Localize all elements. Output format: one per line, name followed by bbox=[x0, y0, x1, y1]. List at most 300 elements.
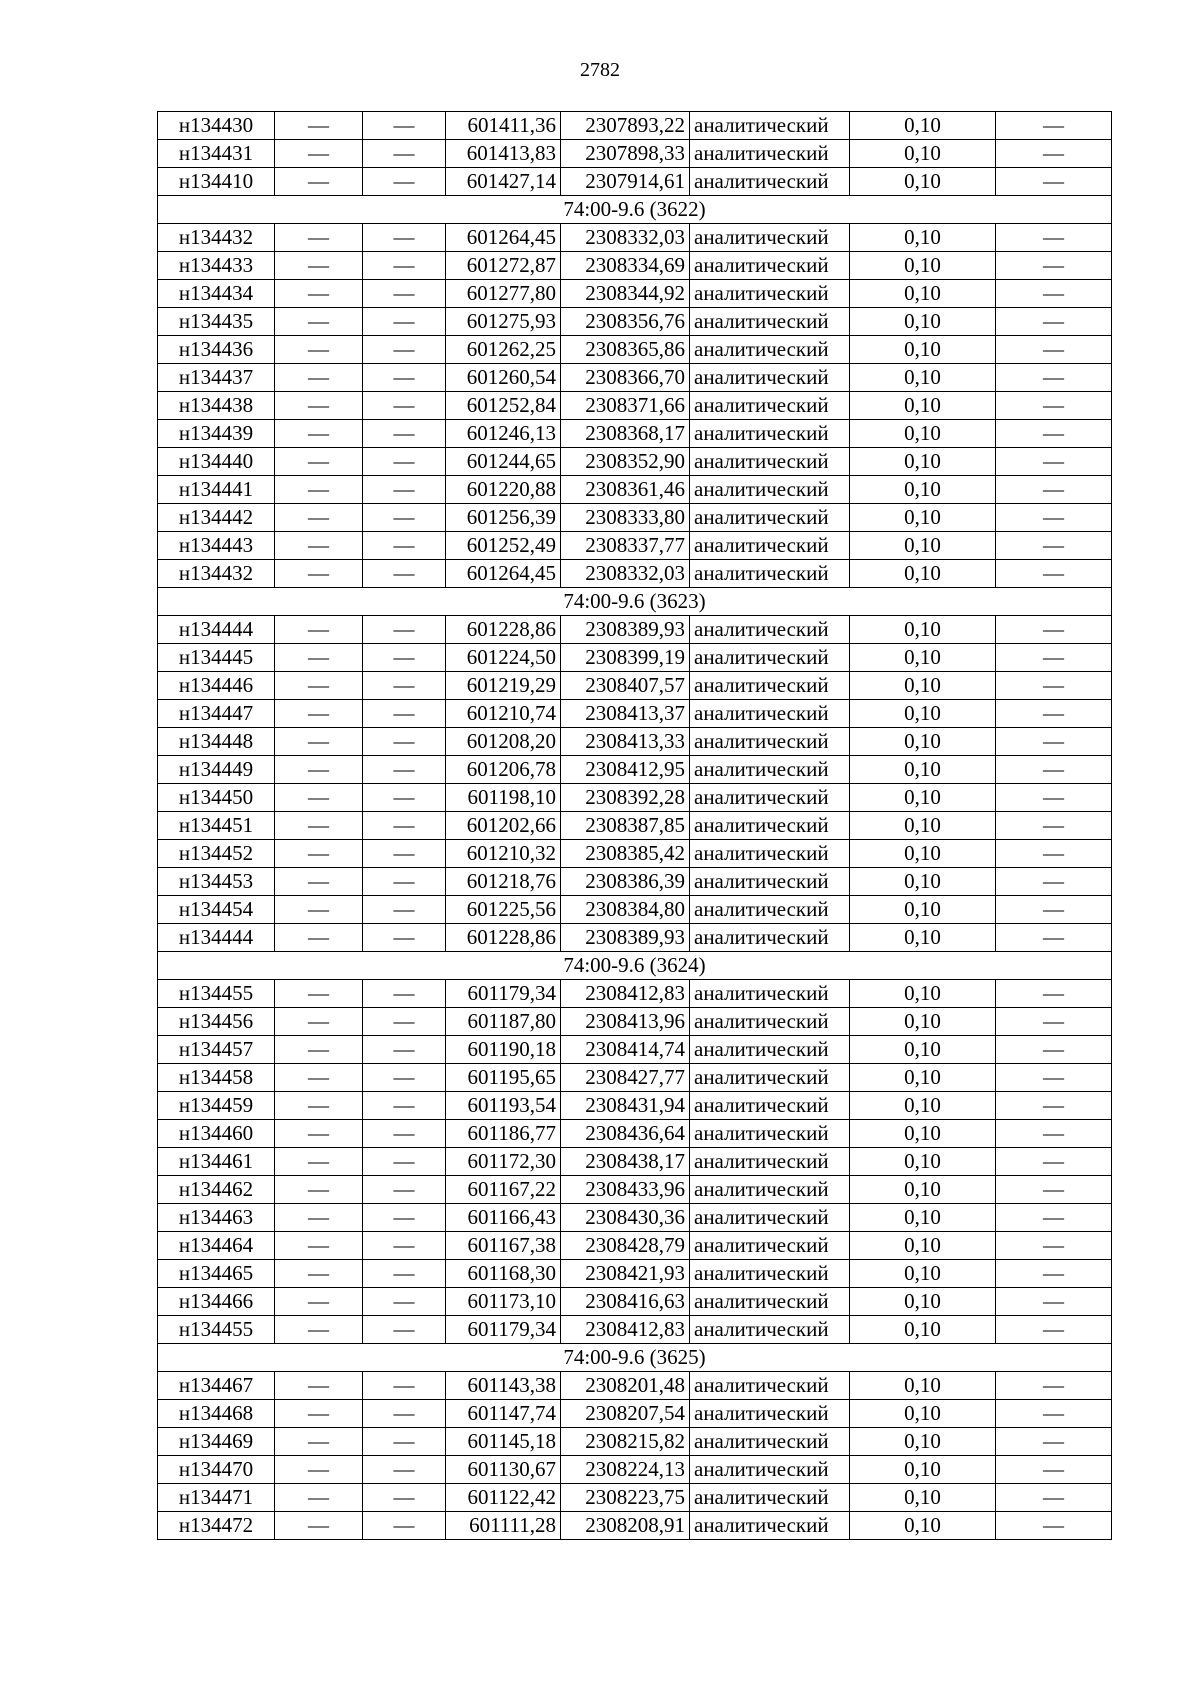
table-row bbox=[158, 448, 1112, 476]
cell-dash: — bbox=[275, 1120, 363, 1148]
table-row bbox=[158, 868, 1112, 896]
cell-accuracy: 0,10 bbox=[850, 140, 996, 168]
table-row bbox=[158, 1176, 1112, 1204]
cell-dash: — bbox=[996, 140, 1112, 168]
cell-dash: — bbox=[363, 1092, 446, 1120]
cell-accuracy: 0,10 bbox=[850, 896, 996, 924]
table-row bbox=[158, 1008, 1112, 1036]
cell-y-coordinate: 2308416,63 bbox=[561, 1288, 690, 1316]
cell-y-coordinate: 2308356,76 bbox=[561, 308, 690, 336]
table-row bbox=[158, 1204, 1112, 1232]
cell-dash: — bbox=[275, 812, 363, 840]
cell-method: аналитический bbox=[690, 1400, 850, 1428]
cell-dash: — bbox=[363, 896, 446, 924]
cell-accuracy: 0,10 bbox=[850, 924, 996, 952]
section-label: 74:00-9.6 (3625) bbox=[158, 1344, 1112, 1372]
cell-y-coordinate: 2308389,93 bbox=[561, 924, 690, 952]
cell-y-coordinate: 2308352,90 bbox=[561, 448, 690, 476]
section-header-row bbox=[158, 588, 1112, 616]
cell-accuracy: 0,10 bbox=[850, 224, 996, 252]
cell-accuracy: 0,10 bbox=[850, 1148, 996, 1176]
cell-dash: — bbox=[363, 980, 446, 1008]
cell-method: аналитический bbox=[690, 1232, 850, 1260]
table-row bbox=[158, 1232, 1112, 1260]
cell-dash: — bbox=[996, 1428, 1112, 1456]
cell-y-coordinate: 2308207,54 bbox=[561, 1400, 690, 1428]
cell-accuracy: 0,10 bbox=[850, 560, 996, 588]
cell-accuracy: 0,10 bbox=[850, 868, 996, 896]
cell-x-coordinate: 601190,18 bbox=[446, 1036, 561, 1064]
cell-dash: — bbox=[275, 252, 363, 280]
cell-dash: — bbox=[996, 840, 1112, 868]
cell-accuracy: 0,10 bbox=[850, 420, 996, 448]
cell-method: аналитический bbox=[690, 1120, 850, 1148]
cell-dash: — bbox=[996, 504, 1112, 532]
cell-dash: — bbox=[996, 224, 1112, 252]
cell-dash: — bbox=[275, 980, 363, 1008]
table-row bbox=[158, 224, 1112, 252]
cell-point-id: н134445 bbox=[158, 644, 275, 672]
table-row bbox=[158, 532, 1112, 560]
cell-accuracy: 0,10 bbox=[850, 1036, 996, 1064]
cell-dash: — bbox=[363, 812, 446, 840]
cell-dash: — bbox=[996, 1120, 1112, 1148]
table-row bbox=[158, 756, 1112, 784]
cell-x-coordinate: 601186,77 bbox=[446, 1120, 561, 1148]
cell-accuracy: 0,10 bbox=[850, 364, 996, 392]
cell-method: аналитический bbox=[690, 532, 850, 560]
cell-point-id: н134470 bbox=[158, 1456, 275, 1484]
cell-accuracy: 0,10 bbox=[850, 1232, 996, 1260]
cell-x-coordinate: 601130,67 bbox=[446, 1456, 561, 1484]
cell-x-coordinate: 601167,22 bbox=[446, 1176, 561, 1204]
cell-y-coordinate: 2308371,66 bbox=[561, 392, 690, 420]
table-row bbox=[158, 112, 1112, 140]
cell-accuracy: 0,10 bbox=[850, 728, 996, 756]
cell-accuracy: 0,10 bbox=[850, 476, 996, 504]
cell-point-id: н134444 bbox=[158, 616, 275, 644]
cell-dash: — bbox=[363, 1120, 446, 1148]
cell-dash: — bbox=[996, 1316, 1112, 1344]
cell-dash: — bbox=[996, 1148, 1112, 1176]
cell-dash: — bbox=[996, 448, 1112, 476]
table-row bbox=[158, 560, 1112, 588]
cell-y-coordinate: 2308431,94 bbox=[561, 1092, 690, 1120]
table-row bbox=[158, 420, 1112, 448]
cell-accuracy: 0,10 bbox=[850, 756, 996, 784]
cell-point-id: н134432 bbox=[158, 224, 275, 252]
cell-method: аналитический bbox=[690, 868, 850, 896]
cell-accuracy: 0,10 bbox=[850, 1176, 996, 1204]
cell-y-coordinate: 2308421,93 bbox=[561, 1260, 690, 1288]
cell-accuracy: 0,10 bbox=[850, 504, 996, 532]
cell-point-id: н134437 bbox=[158, 364, 275, 392]
cell-x-coordinate: 601193,54 bbox=[446, 1092, 561, 1120]
cell-dash: — bbox=[275, 308, 363, 336]
cell-dash: — bbox=[996, 728, 1112, 756]
cell-accuracy: 0,10 bbox=[850, 392, 996, 420]
cell-dash: — bbox=[275, 1372, 363, 1400]
cell-y-coordinate: 2308344,92 bbox=[561, 280, 690, 308]
cell-accuracy: 0,10 bbox=[850, 1400, 996, 1428]
cell-accuracy: 0,10 bbox=[850, 1372, 996, 1400]
cell-x-coordinate: 601218,76 bbox=[446, 868, 561, 896]
cell-point-id: н134467 bbox=[158, 1372, 275, 1400]
cell-dash: — bbox=[996, 364, 1112, 392]
cell-point-id: н134462 bbox=[158, 1176, 275, 1204]
cell-dash: — bbox=[363, 1148, 446, 1176]
cell-method: аналитический bbox=[690, 924, 850, 952]
cell-dash: — bbox=[996, 1288, 1112, 1316]
cell-dash: — bbox=[275, 420, 363, 448]
cell-point-id: н134438 bbox=[158, 392, 275, 420]
section-label: 74:00-9.6 (3623) bbox=[158, 588, 1112, 616]
cell-dash: — bbox=[275, 448, 363, 476]
cell-y-coordinate: 2307893,22 bbox=[561, 112, 690, 140]
cell-dash: — bbox=[275, 224, 363, 252]
cell-method: аналитический bbox=[690, 700, 850, 728]
cell-method: аналитический bbox=[690, 1456, 850, 1484]
cell-dash: — bbox=[996, 1260, 1112, 1288]
cell-dash: — bbox=[996, 672, 1112, 700]
cell-x-coordinate: 601210,74 bbox=[446, 700, 561, 728]
cell-point-id: н134446 bbox=[158, 672, 275, 700]
cell-point-id: н134447 bbox=[158, 700, 275, 728]
cell-y-coordinate: 2308337,77 bbox=[561, 532, 690, 560]
cell-dash: — bbox=[996, 1008, 1112, 1036]
table-row bbox=[158, 700, 1112, 728]
cell-dash: — bbox=[275, 112, 363, 140]
cell-dash: — bbox=[363, 1008, 446, 1036]
cell-method: аналитический bbox=[690, 168, 850, 196]
cell-accuracy: 0,10 bbox=[850, 336, 996, 364]
cell-method: аналитический bbox=[690, 616, 850, 644]
cell-y-coordinate: 2308413,37 bbox=[561, 700, 690, 728]
cell-y-coordinate: 2308361,46 bbox=[561, 476, 690, 504]
cell-dash: — bbox=[363, 756, 446, 784]
cell-point-id: н134472 bbox=[158, 1512, 275, 1540]
cell-y-coordinate: 2308399,19 bbox=[561, 644, 690, 672]
cell-x-coordinate: 601220,88 bbox=[446, 476, 561, 504]
table-row bbox=[158, 392, 1112, 420]
cell-dash: — bbox=[275, 1064, 363, 1092]
cell-dash: — bbox=[275, 1092, 363, 1120]
cell-x-coordinate: 601111,28 bbox=[446, 1512, 561, 1540]
cell-dash: — bbox=[275, 1456, 363, 1484]
cell-x-coordinate: 601246,13 bbox=[446, 420, 561, 448]
cell-y-coordinate: 2308368,17 bbox=[561, 420, 690, 448]
cell-dash: — bbox=[275, 504, 363, 532]
cell-dash: — bbox=[363, 420, 446, 448]
cell-method: аналитический bbox=[690, 980, 850, 1008]
cell-accuracy: 0,10 bbox=[850, 672, 996, 700]
cell-method: аналитический bbox=[690, 840, 850, 868]
cell-dash: — bbox=[275, 560, 363, 588]
cell-point-id: н134431 bbox=[158, 140, 275, 168]
cell-dash: — bbox=[275, 1176, 363, 1204]
cell-y-coordinate: 2308430,36 bbox=[561, 1204, 690, 1232]
table-row bbox=[158, 980, 1112, 1008]
cell-x-coordinate: 601224,50 bbox=[446, 644, 561, 672]
cell-y-coordinate: 2308412,95 bbox=[561, 756, 690, 784]
section-label: 74:00-9.6 (3622) bbox=[158, 196, 1112, 224]
cell-method: аналитический bbox=[690, 784, 850, 812]
cell-x-coordinate: 601275,93 bbox=[446, 308, 561, 336]
cell-method: аналитический bbox=[690, 672, 850, 700]
table-row bbox=[158, 504, 1112, 532]
cell-dash: — bbox=[996, 868, 1112, 896]
coordinates-table-body bbox=[158, 112, 1112, 1540]
table-row bbox=[158, 1400, 1112, 1428]
cell-x-coordinate: 601167,38 bbox=[446, 1232, 561, 1260]
cell-y-coordinate: 2308438,17 bbox=[561, 1148, 690, 1176]
cell-y-coordinate: 2308223,75 bbox=[561, 1484, 690, 1512]
cell-y-coordinate: 2308412,83 bbox=[561, 1316, 690, 1344]
cell-dash: — bbox=[363, 504, 446, 532]
cell-accuracy: 0,10 bbox=[850, 1484, 996, 1512]
cell-accuracy: 0,10 bbox=[850, 1204, 996, 1232]
table-row bbox=[158, 1428, 1112, 1456]
cell-y-coordinate: 2308224,13 bbox=[561, 1456, 690, 1484]
cell-method: аналитический bbox=[690, 392, 850, 420]
page-number: 2782 bbox=[580, 59, 620, 81]
cell-method: аналитический bbox=[690, 1316, 850, 1344]
cell-accuracy: 0,10 bbox=[850, 448, 996, 476]
section-header-row bbox=[158, 1344, 1112, 1372]
cell-dash: — bbox=[363, 476, 446, 504]
cell-dash: — bbox=[996, 700, 1112, 728]
cell-dash: — bbox=[996, 476, 1112, 504]
cell-dash: — bbox=[996, 756, 1112, 784]
table-row bbox=[158, 672, 1112, 700]
cell-y-coordinate: 2308427,77 bbox=[561, 1064, 690, 1092]
table-row bbox=[158, 364, 1112, 392]
cell-x-coordinate: 601195,65 bbox=[446, 1064, 561, 1092]
cell-dash: — bbox=[275, 644, 363, 672]
cell-y-coordinate: 2308407,57 bbox=[561, 672, 690, 700]
cell-dash: — bbox=[363, 1176, 446, 1204]
cell-dash: — bbox=[363, 1456, 446, 1484]
cell-dash: — bbox=[996, 112, 1112, 140]
cell-dash: — bbox=[275, 1204, 363, 1232]
cell-dash: — bbox=[275, 1036, 363, 1064]
cell-method: аналитический bbox=[690, 140, 850, 168]
cell-accuracy: 0,10 bbox=[850, 980, 996, 1008]
cell-point-id: н134460 bbox=[158, 1120, 275, 1148]
cell-dash: — bbox=[996, 1036, 1112, 1064]
table-row bbox=[158, 1092, 1112, 1120]
cell-dash: — bbox=[996, 336, 1112, 364]
cell-x-coordinate: 601244,65 bbox=[446, 448, 561, 476]
cell-dash: — bbox=[996, 644, 1112, 672]
cell-method: аналитический bbox=[690, 728, 850, 756]
cell-dash: — bbox=[275, 1512, 363, 1540]
cell-y-coordinate: 2308366,70 bbox=[561, 364, 690, 392]
coordinates-table bbox=[157, 111, 1112, 1540]
table-row bbox=[158, 1260, 1112, 1288]
cell-dash: — bbox=[363, 364, 446, 392]
cell-dash: — bbox=[363, 1036, 446, 1064]
cell-dash: — bbox=[996, 812, 1112, 840]
cell-dash: — bbox=[996, 1400, 1112, 1428]
cell-dash: — bbox=[363, 1064, 446, 1092]
cell-method: аналитический bbox=[690, 1260, 850, 1288]
cell-accuracy: 0,10 bbox=[850, 1260, 996, 1288]
cell-point-id: н134466 bbox=[158, 1288, 275, 1316]
cell-y-coordinate: 2308334,69 bbox=[561, 252, 690, 280]
cell-dash: — bbox=[996, 532, 1112, 560]
cell-dash: — bbox=[363, 1512, 446, 1540]
cell-point-id: н134454 bbox=[158, 896, 275, 924]
cell-point-id: н134439 bbox=[158, 420, 275, 448]
cell-dash: — bbox=[275, 784, 363, 812]
cell-accuracy: 0,10 bbox=[850, 1064, 996, 1092]
cell-accuracy: 0,10 bbox=[850, 1456, 996, 1484]
cell-dash: — bbox=[996, 392, 1112, 420]
cell-dash: — bbox=[996, 560, 1112, 588]
cell-dash: — bbox=[275, 1316, 363, 1344]
section-header-row bbox=[158, 196, 1112, 224]
cell-accuracy: 0,10 bbox=[850, 644, 996, 672]
cell-y-coordinate: 2308389,93 bbox=[561, 616, 690, 644]
cell-method: аналитический bbox=[690, 308, 850, 336]
cell-method: аналитический bbox=[690, 1512, 850, 1540]
table-row bbox=[158, 644, 1112, 672]
cell-x-coordinate: 601122,42 bbox=[446, 1484, 561, 1512]
cell-point-id: н134440 bbox=[158, 448, 275, 476]
cell-point-id: н134465 bbox=[158, 1260, 275, 1288]
cell-point-id: н134455 bbox=[158, 980, 275, 1008]
cell-x-coordinate: 601187,80 bbox=[446, 1008, 561, 1036]
cell-y-coordinate: 2308332,03 bbox=[561, 560, 690, 588]
cell-dash: — bbox=[363, 1288, 446, 1316]
cell-accuracy: 0,10 bbox=[850, 1008, 996, 1036]
table-row bbox=[158, 308, 1112, 336]
cell-dash: — bbox=[996, 1484, 1112, 1512]
cell-dash: — bbox=[996, 1372, 1112, 1400]
cell-dash: — bbox=[363, 112, 446, 140]
cell-method: аналитический bbox=[690, 336, 850, 364]
table-row bbox=[158, 168, 1112, 196]
cell-y-coordinate: 2308387,85 bbox=[561, 812, 690, 840]
cell-dash: — bbox=[363, 252, 446, 280]
cell-point-id: н134448 bbox=[158, 728, 275, 756]
cell-dash: — bbox=[363, 168, 446, 196]
cell-dash: — bbox=[996, 1204, 1112, 1232]
cell-x-coordinate: 601252,49 bbox=[446, 532, 561, 560]
cell-method: аналитический bbox=[690, 560, 850, 588]
table-row bbox=[158, 924, 1112, 952]
table-row bbox=[158, 1148, 1112, 1176]
cell-dash: — bbox=[363, 1428, 446, 1456]
cell-point-id: н134430 bbox=[158, 112, 275, 140]
cell-accuracy: 0,10 bbox=[850, 784, 996, 812]
cell-dash: — bbox=[275, 728, 363, 756]
cell-x-coordinate: 601219,29 bbox=[446, 672, 561, 700]
cell-point-id: н134434 bbox=[158, 280, 275, 308]
table-row bbox=[158, 1064, 1112, 1092]
table-row bbox=[158, 1484, 1112, 1512]
cell-dash: — bbox=[275, 392, 363, 420]
cell-point-id: н134451 bbox=[158, 812, 275, 840]
cell-point-id: н134442 bbox=[158, 504, 275, 532]
cell-method: аналитический bbox=[690, 1204, 850, 1232]
cell-y-coordinate: 2308414,74 bbox=[561, 1036, 690, 1064]
cell-y-coordinate: 2308433,96 bbox=[561, 1176, 690, 1204]
cell-dash: — bbox=[996, 280, 1112, 308]
cell-y-coordinate: 2307914,61 bbox=[561, 168, 690, 196]
table-row bbox=[158, 616, 1112, 644]
cell-x-coordinate: 601166,43 bbox=[446, 1204, 561, 1232]
cell-dash: — bbox=[996, 980, 1112, 1008]
table-row bbox=[158, 812, 1112, 840]
cell-dash: — bbox=[996, 784, 1112, 812]
cell-method: аналитический bbox=[690, 252, 850, 280]
cell-y-coordinate: 2308201,48 bbox=[561, 1372, 690, 1400]
cell-accuracy: 0,10 bbox=[850, 616, 996, 644]
table-row bbox=[158, 140, 1112, 168]
cell-dash: — bbox=[996, 1064, 1112, 1092]
cell-dash: — bbox=[996, 308, 1112, 336]
cell-point-id: н134410 bbox=[158, 168, 275, 196]
cell-x-coordinate: 601260,54 bbox=[446, 364, 561, 392]
cell-point-id: н134444 bbox=[158, 924, 275, 952]
cell-x-coordinate: 601145,18 bbox=[446, 1428, 561, 1456]
cell-y-coordinate: 2308365,86 bbox=[561, 336, 690, 364]
cell-dash: — bbox=[363, 1260, 446, 1288]
cell-point-id: н134450 bbox=[158, 784, 275, 812]
cell-dash: — bbox=[363, 1316, 446, 1344]
cell-dash: — bbox=[363, 728, 446, 756]
cell-method: аналитический bbox=[690, 364, 850, 392]
cell-method: аналитический bbox=[690, 420, 850, 448]
cell-dash: — bbox=[363, 644, 446, 672]
cell-dash: — bbox=[996, 1176, 1112, 1204]
cell-point-id: н134449 bbox=[158, 756, 275, 784]
cell-x-coordinate: 601413,83 bbox=[446, 140, 561, 168]
cell-method: аналитический bbox=[690, 896, 850, 924]
cell-x-coordinate: 601179,34 bbox=[446, 980, 561, 1008]
cell-dash: — bbox=[363, 140, 446, 168]
table-row bbox=[158, 840, 1112, 868]
cell-accuracy: 0,10 bbox=[850, 1428, 996, 1456]
cell-dash: — bbox=[363, 868, 446, 896]
cell-accuracy: 0,10 bbox=[850, 252, 996, 280]
cell-method: аналитический bbox=[690, 1064, 850, 1092]
cell-point-id: н134456 bbox=[158, 1008, 275, 1036]
cell-dash: — bbox=[363, 280, 446, 308]
cell-accuracy: 0,10 bbox=[850, 308, 996, 336]
cell-y-coordinate: 2307898,33 bbox=[561, 140, 690, 168]
cell-dash: — bbox=[275, 840, 363, 868]
cell-dash: — bbox=[275, 364, 363, 392]
cell-y-coordinate: 2308413,96 bbox=[561, 1008, 690, 1036]
cell-dash: — bbox=[996, 1232, 1112, 1260]
cell-accuracy: 0,10 bbox=[850, 1316, 996, 1344]
cell-x-coordinate: 601208,20 bbox=[446, 728, 561, 756]
cell-dash: — bbox=[275, 700, 363, 728]
cell-x-coordinate: 601264,45 bbox=[446, 560, 561, 588]
cell-dash: — bbox=[275, 868, 363, 896]
cell-x-coordinate: 601198,10 bbox=[446, 784, 561, 812]
cell-dash: — bbox=[275, 336, 363, 364]
cell-point-id: н134459 bbox=[158, 1092, 275, 1120]
cell-point-id: н134452 bbox=[158, 840, 275, 868]
cell-point-id: н134433 bbox=[158, 252, 275, 280]
cell-method: аналитический bbox=[690, 1148, 850, 1176]
cell-x-coordinate: 601173,10 bbox=[446, 1288, 561, 1316]
cell-dash: — bbox=[363, 1232, 446, 1260]
